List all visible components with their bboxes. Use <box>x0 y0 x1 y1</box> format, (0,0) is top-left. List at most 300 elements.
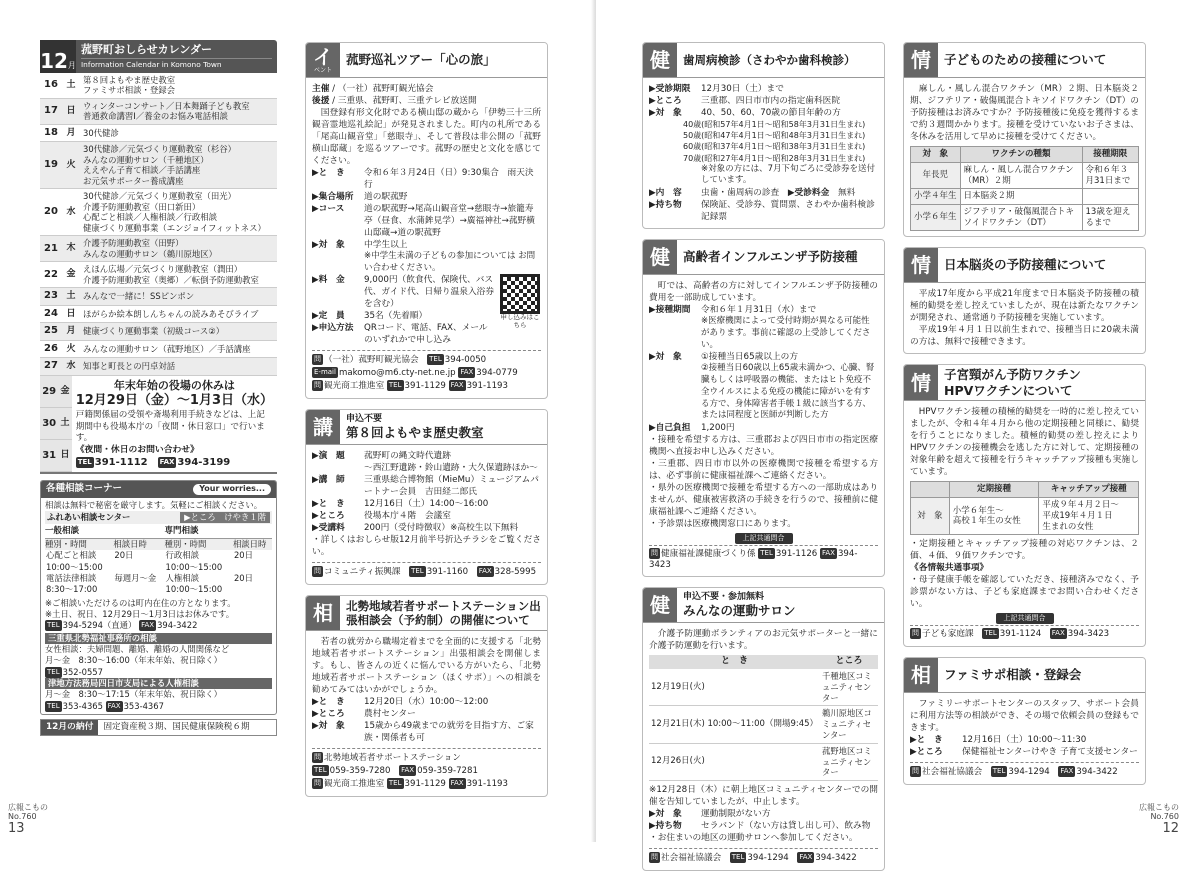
flu-cost: 1,200円 <box>701 422 735 433</box>
hpv-contact-org: 子ども家庭課 <box>922 629 974 640</box>
salon-contact-fax: 394-3422 <box>815 853 857 864</box>
jev-title: 日本脳炎の予防接種について <box>944 257 1107 273</box>
dental-title: 歯周病検診（さわやか歯科検診） <box>683 52 856 67</box>
hpv-title1: 子宮頸がん予防ワクチン <box>944 367 1081 383</box>
left-issue: No.760 <box>8 812 37 822</box>
tel-icon: TEL <box>731 853 745 862</box>
consult-cell: 8:30～17:00 <box>46 584 98 595</box>
tour-title: 菰野巡礼ツアー「心の旅」 <box>346 52 496 68</box>
history-title-sub: 申込不要 <box>346 413 383 424</box>
salon-section <box>642 587 885 871</box>
consult-center: ふれあい相談センター <box>47 512 131 522</box>
calendar-weekday: 火 <box>62 340 80 358</box>
consult-cell: 心配ごと相談 <box>46 550 97 561</box>
hpv-head: キャッチアップ接種 <box>1039 482 1139 498</box>
consult-cell: 10:00～15:00 <box>165 561 223 572</box>
tour-cap: 35名（先着順） <box>364 311 428 322</box>
tax-text: 固定資産税３期、国民健康保険税６期 <box>103 721 250 732</box>
calendar-day: 29 <box>42 385 57 397</box>
consult-section <box>40 480 277 715</box>
dental-age-item: 40歳(昭和57年4月1日～昭和58年3月31日生まれ) <box>683 120 866 129</box>
dental-section <box>642 42 885 229</box>
saposute-tag: 相 <box>313 601 333 625</box>
flu-cost-label: ▶自己負担 <box>649 422 691 433</box>
calendar-day: 16 <box>40 73 62 99</box>
salon-place: 菰野地区コミュニティセンター <box>820 743 878 780</box>
calendar-day: 25 <box>40 323 62 341</box>
holiday-tel: 391-1112 <box>94 457 148 469</box>
salon-bring: セラバンド（ない方は貸し出し可）、飲み物 <box>701 821 871 832</box>
jev-body1: 平成17年度から平成21年度まで日本脳炎予防接種の積極的勧奨を差し控えていましたが、現在は新たなワクチンが開発され、通常通り予防接種を実施しています。 <box>910 289 1139 324</box>
tour-section <box>305 42 548 399</box>
flu-target1: ①接種当日65歳以上の方 <box>701 352 799 363</box>
north-phone <box>45 667 272 678</box>
famsapo-body: ファミリーサポートセンターのスタッフ、サポート会員に利用方法等の相談ができ、その場で依頼会員の登録もできます。 <box>910 698 1139 733</box>
saposute-target: 15歳から49歳までの就労を目指す方、ご家族・関係者も可 <box>364 721 534 743</box>
kids-cell <box>1082 189 1139 205</box>
dental-where: 三重郡、四日市市内の指定歯科医院 <box>701 96 840 106</box>
hpv-row-label: 対 象 <box>911 498 950 535</box>
right-middle-column <box>642 42 885 881</box>
famsapo-section <box>903 657 1146 785</box>
consult-subhead: 種別・時間 <box>45 538 87 549</box>
calendar-weekday: 土 <box>62 288 80 306</box>
calendar-day: 21 <box>40 236 62 262</box>
tax-section <box>40 719 277 736</box>
consult-cell: 電話法律相談 <box>46 572 97 583</box>
kids-cell: 小学６年生 <box>911 204 961 230</box>
tour-contact2-tel: 391-1129 <box>404 381 446 392</box>
fax-icon: FAX <box>478 567 492 576</box>
kids-row <box>911 189 1139 205</box>
history-speaker: 三重県総合博物館（MieMu）ミュージアムパートナー会員 吉田経二郎氏 <box>364 475 539 498</box>
calendar-day: 18 <box>40 124 62 142</box>
history-contact-fax: 328-5995 <box>494 567 537 578</box>
calendar-events: みんなで一緒に！SSピンポン <box>80 288 277 306</box>
tour-support: 三重県、菰野町、三重テレビ放送開 <box>337 96 477 106</box>
consult-cell <box>233 584 272 595</box>
consult-fax: 394-3422 <box>157 620 198 631</box>
saposute-contact2-tel: 391-1129 <box>404 778 446 789</box>
calendar-weekday: 土 <box>60 417 70 428</box>
tel-icon: TEL <box>992 766 1006 775</box>
tour-host-label: 主催 <box>312 84 330 94</box>
dental-fee: 無料 <box>838 188 856 199</box>
flu-body: 町では、高齢者の方に対してインフルエンザ予防接種の費用を一部助成しています。 <box>649 281 878 304</box>
history-contact-tel: 391-1160 <box>426 567 469 578</box>
calendar-row <box>40 288 277 306</box>
history-fee: 200円（受付時徴収）※高校生以下無料 <box>364 523 519 534</box>
flu-period: 令和６年１月31日（水）まで <box>701 305 817 316</box>
kids-cell: 日本脳炎２期 <box>960 189 1082 205</box>
kids-head: ワクチンの種類 <box>960 147 1082 163</box>
left-page-number: 13 <box>8 821 25 837</box>
consult-table <box>45 526 272 595</box>
consult-subhead: 相談日時 <box>113 538 147 549</box>
salon-head-when: と き <box>721 656 749 667</box>
kids-cell: 令和６年３月31日まで <box>1082 163 1139 189</box>
hpv-title2: HPVワクチンについて <box>944 382 1073 398</box>
salon-place: 鵜川原地区コミュニティセンター <box>820 706 878 743</box>
history-tag: 講 <box>313 415 333 440</box>
calendar-weekday: 火 <box>62 142 80 189</box>
saposute-contact2-fax: 391-1193 <box>466 778 508 789</box>
calendar-weekday: 日 <box>62 98 80 124</box>
flu-note: ・予診票は医療機関窓口にあります。 <box>649 518 796 529</box>
famsapo-contact-fax: 394-3422 <box>1076 766 1118 777</box>
dental-age-item: 70歳(昭和27年4月1日～昭和28年3月31日生まれ) <box>683 153 866 163</box>
calendar-month-unit: 月 <box>67 60 76 70</box>
hpv-head: 定期接種 <box>949 482 1039 498</box>
kids-vaccine-section <box>903 42 1146 237</box>
salon-contact <box>649 848 878 865</box>
consult-cell <box>113 584 164 595</box>
salon-bring-label: ▶持ち物 <box>649 821 682 832</box>
salon-contact-org: 社会福祉協議会 <box>661 853 722 864</box>
calendar-weekday: 日 <box>60 449 70 460</box>
kids-head: 接種期限 <box>1082 147 1139 163</box>
tour-target-note: ※中学生未満の子どもの参加については お問い合わせください。 <box>364 251 536 273</box>
consult-cell: 行政相談 <box>165 550 200 561</box>
famsapo-title: ファミサポ相談・登録会 <box>944 666 1082 682</box>
right-magazine: 広報こもの <box>1139 803 1179 813</box>
fax-icon: FAX <box>159 457 175 466</box>
famsapo-contact-tel: 394-1294 <box>1008 766 1050 777</box>
tel-icon: TEL <box>47 621 60 630</box>
calendar-weekday: 日 <box>62 305 80 323</box>
calendar-day: 19 <box>40 142 62 189</box>
fax-icon: FAX <box>450 778 464 787</box>
consult-row <box>45 584 272 595</box>
tour-course-label: ▶コース <box>312 204 345 214</box>
tel-icon: TEL <box>388 381 402 390</box>
calendar-events: 第８回よもやま歴史教室 ファミサポ相談・登録会 <box>80 73 277 99</box>
tel-icon: TEL <box>760 549 773 558</box>
hpv-table <box>910 481 1139 535</box>
tour-fee: 9,000円（飲食代、保険代、バス代、ガイド代、日帰り温泉入浴券を含む） <box>364 275 495 310</box>
calendar-events: ほがらか絵本朗しんちゃんの読みあそびライブ <box>80 305 277 323</box>
hpv-body: HPVワクチン接種の積極的勧奨を一時的に差し控えていましたが、令和４年４月から他の定期接種と同様に、勧奨を行うことになりました。積極的勧奨の差し控えにより HPVワクチンの接種機会を逃した方に対して、定期接種の対象年齢を超えて接種を行うキャッチアップ接種も実施しています。 <box>910 407 1139 478</box>
consult-row <box>45 573 272 584</box>
calendar-day: 24 <box>40 305 62 323</box>
saposute-title: 北勢地域若者サポートステーション出張相談会（予約制）の開催について <box>346 598 541 627</box>
history-title: 第８回よもやま歴史教室 <box>346 424 484 440</box>
north-time: 月～金 8:30～16:00（年末年始、祝日除く） <box>45 655 222 666</box>
dental-age-item: 60歳(昭和37年4月1日～昭和38年3月31日生まれ) <box>683 142 866 152</box>
consult-cell: 10:00～15:00 <box>165 584 223 595</box>
dental-bring: 保険証、受診券、質問票、さわやか歯科検診記録票 <box>701 200 875 223</box>
salon-target-label: ▶対 象 <box>649 809 682 820</box>
tour-contact2-fax: 391-1193 <box>466 381 508 392</box>
consult-note1: ※ご相談いただけるのは町内在住の方となります。 <box>45 597 236 608</box>
calendar-day: 17 <box>40 98 62 124</box>
flu-period-note: ※医療機関によって受付時期が異なる可能性があります。事前に確認の上受診してください。 <box>701 316 871 350</box>
dental-target-note: ※対象の方には、7月下旬ごろに受診券を送付しています。 <box>701 163 876 186</box>
consult-tel: 394-5294（直通） <box>62 620 137 631</box>
hpv-section <box>903 364 1146 646</box>
famsapo-when-label: ▶と き <box>910 734 943 745</box>
legal-phones <box>45 701 272 712</box>
hpv-note2: ・母子健康手帳を確認していただき、接種済みでなく、予診票がない方は、子ども家庭課までお問い合わせください。 <box>910 575 1139 610</box>
inquiry-icon: 問 <box>912 766 919 775</box>
famsapo-where: 保健福祉センターけやき 子育て支援センター <box>962 746 1138 757</box>
history-fee-label: ▶受講料 <box>312 523 345 534</box>
tel-icon: TEL <box>388 778 402 787</box>
calendar-events: 30代健診／元気づくり運動教室（田光） 介護予防運動教室（田口新田） 心配ごと相談／人権相談／行政相談 健康づくり運動事業（エンジョイフィットネス） <box>80 189 277 236</box>
dental-age-item: 50歳(昭和47年4月1日～昭和48年3月31日生まれ) <box>683 131 866 141</box>
kids-cell: ジフテリア・破傷風混合トキソイドワクチン（DT） <box>960 204 1082 230</box>
calendar-events: みんなの運動サロン（菰野地区）／手話講座 <box>80 340 277 358</box>
flu-contact <box>649 545 878 571</box>
hpv-footer-label: 上記共通問合 <box>996 613 1054 624</box>
consult-title: 各種相談コーナー <box>46 483 123 495</box>
tour-host: （一社）菰野町観光協会 <box>337 84 434 94</box>
tour-when: 令和６年３月24日（日）9:30集合 雨天決行 <box>364 168 534 190</box>
holiday-day-row <box>40 408 72 440</box>
consult-phones <box>45 620 272 631</box>
history-section <box>305 409 548 585</box>
calendar-row <box>40 358 277 376</box>
tour-when-label: ▶と き <box>312 168 345 178</box>
calendar-row <box>40 340 277 358</box>
tour-contact1-mail[interactable]: makomo@m6.cty-net.ne.jp <box>338 368 456 379</box>
fax-icon: FAX <box>799 853 813 862</box>
tour-support-label: 後援 <box>312 96 330 106</box>
consult-center-place: ▶ところ けやき１階 <box>180 512 270 523</box>
consult-cell <box>113 562 164 573</box>
saposute-contact1-fax: 059-359-7281 <box>417 765 478 776</box>
kids-head: 対 象 <box>911 147 961 163</box>
fax-icon: FAX <box>822 549 835 558</box>
calendar-weekday: 金 <box>60 385 70 396</box>
health-tag-icon <box>643 240 677 274</box>
tel-icon: TEL <box>984 629 997 638</box>
saposute-contact <box>312 748 541 791</box>
calendar-row <box>40 142 277 189</box>
hpv-regular: 小学６年生～ 高校１年生の女性 <box>949 498 1039 535</box>
calendar-events: ウィンターコンサート／日本舞踊子ども教室 普通救命講習Ⅰ／養金のお悩み電話相談 <box>80 98 277 124</box>
calendar-title: 菰野町おしらせカレンダー <box>81 43 272 59</box>
calendar-row <box>40 323 277 341</box>
tour-tag-sub: ベント <box>313 66 332 74</box>
holiday-fax: 394-3199 <box>177 457 231 469</box>
fax-icon: FAX <box>401 765 415 774</box>
calendar-table <box>40 73 277 376</box>
calendar-day: 30 <box>42 418 57 430</box>
calendar-day: 31 <box>42 450 57 462</box>
consult-cell <box>233 562 272 573</box>
holiday-text: 戸籍関係届の受領や斎場利用手続きなどは、上記期間中も役場本庁の「夜間・休日窓口」で行います。 <box>75 410 265 444</box>
tour-course: 道の駅菰野→尾高山観音堂→慈眼寺→旅籠寿亭（昼食、水蒲鉾見学）→廣福神社→菰野横山邸蔵→道の駅菰野 <box>364 204 535 238</box>
inquiry-icon: 問 <box>651 853 658 862</box>
consult-tag-icon <box>904 658 938 692</box>
famsapo-contact <box>910 762 1139 779</box>
kids-cell: 小学４年生 <box>911 189 961 205</box>
holiday-headline: 年末年始の役場の休みは <box>113 378 235 392</box>
calendar-row <box>40 305 277 323</box>
salon-body: 介護予防運動ボランティアのお元気サポーターと一緒に介護予防運動を行います。 <box>649 629 878 652</box>
consult-cell: 20日 <box>114 550 134 561</box>
consult-tag-icon <box>306 596 340 630</box>
salon-row <box>649 669 878 706</box>
dental-content: 虫歯・歯周病の診査 <box>701 188 780 199</box>
tour-body: 国登録有形文化財である横山邸の蔵から「伊勢三十三所観音霊地巡礼絵記」が発見されました。町内の札所である「尾高山観音堂」「慈眼寺」、そして普段は非公開の「菰野横山邸蔵」を巡るツアーです。菰野の歴史と文化を感じてください。 <box>312 108 541 166</box>
flu-note: ・三重郡、四日市市以外の医療機関で接種を希望する方は、必ず事前に健康福祉課へご連絡ください。 <box>649 458 878 481</box>
calendar-section <box>40 40 277 736</box>
hpv-catchup: 平成９年４月２日～ 平成19年４月１日 生まれの女性 <box>1039 498 1139 535</box>
kids-cell: 年長児 <box>911 163 961 189</box>
calendar-events: 30代健診／元気づくり運動教室（杉谷） みんなの運動サロン（千種地区） ええやん子育て相談／手話講座 お元気サポーター養成講座 <box>80 142 277 189</box>
holiday-day-row <box>40 440 72 472</box>
right-magazine-info <box>1139 804 1179 822</box>
legal-time: 月～金 8:30～17:15（年末年始、祝日除く） <box>45 689 222 700</box>
calendar-holiday <box>40 376 277 474</box>
calendar-day: 22 <box>40 262 62 288</box>
calendar-month: 12 <box>40 48 68 73</box>
consult-cell: 20日 <box>233 572 253 583</box>
consult-cell: 10:00～15:00 <box>46 561 103 572</box>
dental-where-label: ▶ところ <box>649 96 682 106</box>
flu-note: ・接種を希望する方は、三重郡および四日市市の指定医療機関へ直接お申し込みください。 <box>649 434 878 457</box>
jev-tag: 情 <box>911 253 931 278</box>
tour-fee-label: ▶料 金 <box>312 275 345 286</box>
dental-deadline: 12月30日（土）まで <box>701 84 784 94</box>
inquiry-icon: 問 <box>314 778 321 787</box>
fax-icon: FAX <box>107 701 121 710</box>
salon-row <box>649 743 878 780</box>
tel-icon: TEL <box>411 567 424 576</box>
tel-icon: TEL <box>47 701 60 710</box>
dental-content-label: ▶内 容 <box>649 188 682 199</box>
left-magazine-info <box>8 804 48 822</box>
tour-host-line: 主催 / （一社）菰野町観光協会 <box>312 84 434 94</box>
salon-title: みんなの運動サロン <box>683 603 796 619</box>
calendar-row <box>40 189 277 236</box>
north-tel: 352-0557 <box>62 666 103 677</box>
legal-fax: 353-4367 <box>123 700 164 711</box>
fax-icon: FAX <box>460 368 474 377</box>
holiday-day-row <box>40 376 72 408</box>
consult-cell: 20日 <box>233 550 253 561</box>
kids-tag: 情 <box>911 48 931 72</box>
history-speaker-label: ▶講 師 <box>312 475 345 486</box>
qr-caption: 申し込みはこちら <box>500 313 540 329</box>
flu-section <box>642 239 885 577</box>
dental-target-label: ▶対 象 <box>649 108 682 118</box>
jev-section <box>903 247 1146 354</box>
consult-head-special: 専門相談 <box>165 526 272 538</box>
history-when-label: ▶と き <box>312 499 345 510</box>
salon-head-where: ところ <box>835 656 863 667</box>
salon-extra: ・お住まいの地区の運動サロンへ参加してください。 <box>649 833 858 844</box>
history-contact <box>312 562 541 579</box>
hpv-contact <box>910 625 1139 640</box>
salon-date: 12月26日(火) <box>649 743 820 780</box>
calendar-row <box>40 73 277 99</box>
history-theme-label: ▶演 題 <box>312 451 345 462</box>
tour-target: 中学生以上 <box>364 240 408 250</box>
famsapo-tag: 相 <box>911 662 931 687</box>
saposute-section <box>305 595 548 797</box>
famsapo-contact-org: 社会福祉協議会 <box>922 766 983 777</box>
salon-contact-tel: 394-1294 <box>747 853 789 864</box>
calendar-events: えほん広場／元気づくり運動教室（潤田） 介護予防運動教室（奥郷）／転倒予防運動教室 <box>80 262 277 288</box>
calendar-events: 健康づくり運動事業（初級コース②） <box>80 323 277 341</box>
kids-title: 子どものための接種について <box>944 52 1107 68</box>
right-column <box>903 42 1146 795</box>
fax-icon: FAX <box>1051 629 1065 638</box>
calendar-weekday: 土 <box>62 73 80 99</box>
tour-contact1-tel: 394-0050 <box>444 355 487 366</box>
consult-cell: 毎週月～金 <box>114 572 157 583</box>
calendar-row <box>40 98 277 124</box>
salon-place: 千種地区コミュニティセンター <box>820 669 878 706</box>
tour-contact <box>312 350 541 393</box>
tour-contact2-org: 観光商工推進室 <box>324 381 385 392</box>
calendar-day: 20 <box>40 189 62 236</box>
kids-cell: 麻しん・風しん混合ワクチン（MR）２期 <box>960 163 1082 189</box>
right-page-number: 12 <box>1162 821 1179 837</box>
legal-title: 津地方法務局四日市支局による人権相談 <box>45 678 272 689</box>
calendar-weekday: 金 <box>62 262 80 288</box>
saposute-target-label: ▶対 象 <box>312 721 345 731</box>
north-text: 女性相談：夫婦問題、離婚、離婚の人間関係など <box>45 643 230 654</box>
salon-title-sub: 申込不要・参加無料 <box>683 591 765 602</box>
salon-tag: 健 <box>650 593 670 618</box>
consult-subhead: 相談日時 <box>232 538 267 549</box>
calendar-weekday: 水 <box>62 358 80 376</box>
tour-contact1-fax: 394-0779 <box>476 368 518 379</box>
health-tag-icon <box>643 43 677 77</box>
calendar-row <box>40 262 277 288</box>
flu-target-label: ▶対 象 <box>649 352 682 363</box>
calendar-row <box>40 124 277 142</box>
salon-date: 12月19日(火) <box>649 669 820 706</box>
flu-contact-tel: 391-1126 <box>775 549 818 560</box>
left-magazine: 広報こもの <box>8 803 48 813</box>
tel-icon: TEL <box>429 355 442 364</box>
dental-tag: 健 <box>650 48 670 72</box>
event-tag-icon <box>306 43 340 77</box>
qr-code-icon[interactable] <box>500 274 540 314</box>
hpv-tag: 情 <box>911 370 931 395</box>
calendar-day: 26 <box>40 340 62 358</box>
left-middle-column <box>305 42 548 807</box>
hpv-contact-fax: 394-3423 <box>1067 629 1110 640</box>
flu-contact-org: 健康福祉課健康づくり係 <box>661 549 756 560</box>
saposute-when-label: ▶と き <box>312 697 345 707</box>
tour-apply-label: ▶申込方法 <box>312 323 354 334</box>
history-where-label: ▶ところ <box>312 511 345 522</box>
fax-icon: FAX <box>141 621 155 630</box>
inquiry-icon: 問 <box>651 549 658 558</box>
flu-footer-label: 上記共通問合 <box>735 533 793 544</box>
inquiry-icon: 問 <box>314 381 321 390</box>
info-tag-icon <box>904 365 938 400</box>
dental-bring-label: ▶持ち物 <box>649 200 682 211</box>
calendar-weekday: 月 <box>62 124 80 142</box>
calendar-events: 介護予防運動教室（田野） みんなの運動サロン（鵜川原地区） <box>80 236 277 262</box>
consult-intro: 相談は無料で秘密を厳守します。気軽にご相談ください。 <box>45 499 263 510</box>
famsapo-where-label: ▶ところ <box>910 746 943 757</box>
tour-apply: QRコード、電話、FAX、メールのいずれかで申し込み <box>364 323 488 346</box>
right-issue: No.760 <box>1150 812 1179 822</box>
saposute-contact1-org: 北勢地域若者サポートステーション <box>324 753 461 763</box>
calendar-header <box>40 40 277 73</box>
lecture-tag-icon <box>306 410 340 444</box>
info-tag-icon <box>904 248 938 282</box>
inquiry-icon: 問 <box>314 567 321 576</box>
